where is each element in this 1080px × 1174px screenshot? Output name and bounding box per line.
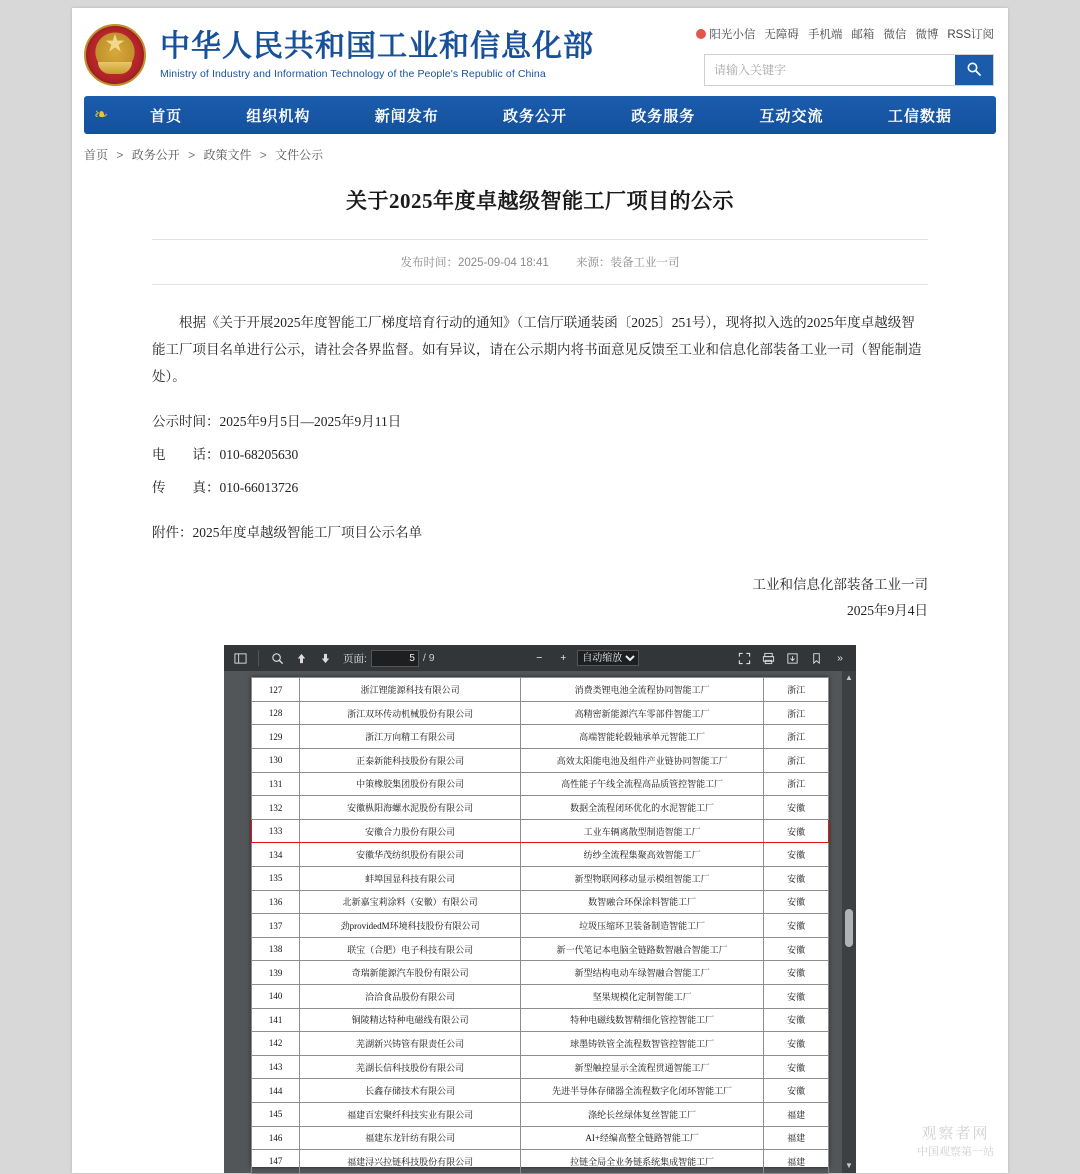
sidebar-toggle-icon[interactable]	[230, 648, 250, 668]
cell-project: 工业车辆离散型制造智能工厂	[520, 819, 763, 843]
cell-province: 福建	[764, 1126, 829, 1150]
scroll-down-icon[interactable]: ▼	[845, 1161, 853, 1171]
watermark	[917, 1125, 994, 1159]
cell-project: 新型物联网移动显示模组智能工厂	[520, 867, 763, 891]
toolbar-divider	[258, 650, 259, 666]
cell-company: 正泰新能科技股份有限公司	[300, 749, 521, 773]
search-icon	[966, 61, 982, 77]
cell-company: 安徽枞阳海螺水泥股份有限公司	[300, 796, 521, 820]
table-row	[252, 725, 829, 749]
cell-province: 安徽	[764, 843, 829, 867]
cell-company: 福建百宏聚纤科技实业有限公司	[300, 1102, 521, 1126]
article	[152, 185, 928, 623]
page-number-input[interactable]	[371, 650, 419, 667]
cell-index: 137	[252, 914, 300, 938]
article-paragraph-1: 根据《关于开展2025年度智能工厂梯度培育行动的通知》（工信厅联通装函〔2025〕251号），现将拟入选的2025年度卓越级智能工厂项目名单进行公示，请社会各界监督。如有异议，请在公示期内将书面意见反馈至工业和信息化部装备工业一司（智能制造处）。	[152, 315, 922, 384]
cell-company: 长鑫存储技术有限公司	[300, 1079, 521, 1103]
cell-index: 130	[252, 749, 300, 773]
nav-item-interaction[interactable]: 互动交流	[759, 107, 824, 125]
arrow-down-icon	[319, 652, 332, 665]
search-input[interactable]	[705, 55, 955, 85]
cell-project: 纺纱全流程集聚高效智能工厂	[520, 843, 763, 867]
factory-list-table	[251, 677, 829, 1173]
breadcrumb-item-home[interactable]: 首页	[84, 148, 109, 162]
cell-project: 数据全流程闭环优化的水泥智能工厂	[520, 796, 763, 820]
site-header	[72, 8, 1008, 96]
cell-index: 140	[252, 985, 300, 1009]
table-row	[252, 1102, 829, 1126]
table-row	[252, 890, 829, 914]
pdf-scrollbar[interactable]	[842, 671, 856, 1173]
more-tools-button[interactable]: »	[837, 652, 843, 665]
quicklink-label: 阳光小信	[709, 29, 756, 41]
cell-province: 浙江	[764, 701, 829, 725]
cell-company: 芜湖长信科技股份有限公司	[300, 1055, 521, 1079]
cell-project: 高精密新能源汽车零部件智能工厂	[520, 701, 763, 725]
table-row	[252, 1079, 829, 1103]
cell-project: 新型结构电动车绿智融合智能工厂	[520, 961, 763, 985]
cell-province: 安徽	[764, 1008, 829, 1032]
search-icon	[271, 652, 284, 665]
search-bar	[704, 54, 994, 86]
breadcrumb	[84, 146, 996, 163]
cell-province: 安徽	[764, 937, 829, 961]
cell-company: 北新嘉宝莉涂料（安徽）有限公司	[300, 890, 521, 914]
cell-project: 新一代笔记本电脑全链路数智融合智能工厂	[520, 937, 763, 961]
cell-company: 奇瑞新能源汽车股份有限公司	[300, 961, 521, 985]
notice-period: 公示时间：2025年9月5日—2025年9月11日	[152, 414, 402, 429]
cell-project: 垃圾压缩环卫装备制造智能工厂	[520, 914, 763, 938]
table-row	[252, 772, 829, 796]
breadcrumb-sep: >	[259, 148, 267, 162]
nav-item-government-services[interactable]: 政务服务	[631, 107, 696, 125]
cell-province: 安徽	[764, 1032, 829, 1056]
nav-item-organization[interactable]: 组织机构	[246, 107, 311, 125]
cell-index: 141	[252, 1008, 300, 1032]
table-row	[252, 1150, 829, 1174]
cell-province: 浙江	[764, 678, 829, 702]
cell-province: 福建	[764, 1102, 829, 1126]
publish-time: 发布时间：2025-09-04 18:41	[400, 257, 549, 269]
nav-item-news[interactable]: 新闻发布	[374, 107, 439, 125]
notice-fax: 传 真：010-66013726	[152, 480, 299, 495]
table-row	[252, 1055, 829, 1079]
cell-province: 安徽	[764, 914, 829, 938]
pdf-page-content	[251, 677, 829, 1167]
signature-date: 2025年9月4日	[847, 602, 928, 618]
cell-province: 安徽	[764, 867, 829, 891]
watermark-sub: 中国观察第一站	[917, 1145, 994, 1158]
cell-company: 劲providedM环境科技股份有限公司	[300, 914, 521, 938]
cell-project: 拉链全局全业务链系统集成智能工厂	[520, 1150, 763, 1174]
site-logo[interactable]	[84, 24, 594, 86]
download-icon[interactable]	[782, 648, 802, 668]
cell-province: 浙江	[764, 725, 829, 749]
cell-project: 消费类锂电池全流程协同智能工厂	[520, 678, 763, 702]
cell-index: 147	[252, 1150, 300, 1174]
cell-project: 涤纶长丝绿体复丝智能工厂	[520, 1102, 763, 1126]
zoom-out-button[interactable]: −	[536, 652, 543, 665]
bookmark-icon[interactable]	[806, 648, 826, 668]
cell-index: 143	[252, 1055, 300, 1079]
cell-company: 芜湖新兴铸管有限责任公司	[300, 1032, 521, 1056]
nav-logo-icon: ❧	[93, 105, 109, 124]
page-total: / 9	[422, 652, 435, 665]
cell-project: AI+经编高整全链路智能工厂	[520, 1126, 763, 1150]
article-source: 来源：装备工业一司	[576, 257, 680, 269]
table-row	[252, 937, 829, 961]
cell-province: 安徽	[764, 961, 829, 985]
cell-province: 安徽	[764, 1055, 829, 1079]
table-row	[252, 796, 829, 820]
quicklink-weibo[interactable]: 微博	[915, 29, 939, 41]
cell-index: 128	[252, 701, 300, 725]
cell-index: 144	[252, 1079, 300, 1103]
sidebar-icon	[234, 652, 247, 665]
zoom-select[interactable]	[577, 650, 639, 666]
article-signature	[152, 572, 928, 623]
table-row	[252, 843, 829, 867]
breadcrumb-sep: >	[116, 148, 124, 162]
site-title-en: Ministry of Industry and Information Technology of the People's Republic of China	[160, 67, 546, 80]
breadcrumb-item-disclosure[interactable]: 政务公开	[131, 148, 180, 162]
cell-project: 球墨铸铁管全流程数智管控智能工厂	[520, 1032, 763, 1056]
table-row	[252, 985, 829, 1009]
find-icon[interactable]	[267, 648, 287, 668]
cell-project: 高端智能轮毂轴承单元智能工厂	[520, 725, 763, 749]
cell-company: 浙江双环传动机械股份有限公司	[300, 701, 521, 725]
cell-project: 数智融合环保涂料智能工厂	[520, 890, 763, 914]
next-page-icon[interactable]	[315, 648, 335, 668]
page-title: 关于2025年度卓越级智能工厂项目的公示	[152, 185, 928, 240]
pdf-viewer	[224, 645, 856, 1173]
table-row	[252, 1126, 829, 1150]
quicklink-mobile[interactable]: 手机端	[807, 29, 843, 41]
previous-page-icon[interactable]	[291, 648, 311, 668]
page-label: 页面:	[343, 652, 367, 665]
table-row	[252, 867, 829, 891]
cell-index: 136	[252, 890, 300, 914]
bookmark-icon	[810, 652, 823, 665]
cell-province: 浙江	[764, 749, 829, 773]
cell-province: 安徽	[764, 796, 829, 820]
cell-index: 142	[252, 1032, 300, 1056]
cell-company: 安徽华茂纺织股份有限公司	[300, 843, 521, 867]
website-container	[72, 8, 1008, 1173]
cell-index: 129	[252, 725, 300, 749]
cell-company: 洽洽食品股份有限公司	[300, 985, 521, 1009]
quicklink-sunshine[interactable]	[696, 26, 755, 42]
quicklink-rss[interactable]: RSS订阅	[947, 29, 994, 41]
table-row	[252, 1032, 829, 1056]
sun-icon	[696, 29, 706, 39]
cell-company: 浙江锂能源科技有限公司	[300, 678, 521, 702]
cell-index: 134	[252, 843, 300, 867]
expand-icon	[738, 652, 751, 665]
signature-org: 工业和信息化部装备工业一司	[752, 577, 928, 592]
main-nav	[84, 96, 996, 134]
cell-project: 先进半导体存储器全流程数字化闭环智能工厂	[520, 1079, 763, 1103]
cell-company: 福建东龙针纺有限公司	[300, 1126, 521, 1150]
scrollbar-thumb[interactable]	[845, 909, 853, 947]
cell-province: 安徽	[764, 890, 829, 914]
cell-project: 新型触控显示全流程贯通智能工厂	[520, 1055, 763, 1079]
nav-items	[118, 105, 996, 126]
nav-item-government-disclosure[interactable]: 政务公开	[502, 107, 567, 125]
cell-company: 蚌埠国显科技有限公司	[300, 867, 521, 891]
scroll-up-icon[interactable]: ▲	[845, 673, 853, 683]
print-icon[interactable]	[758, 648, 778, 668]
breadcrumb-sep: >	[188, 148, 196, 162]
article-meta	[152, 240, 928, 285]
table-row	[252, 1008, 829, 1032]
header-right	[704, 26, 994, 86]
cell-province: 安徽	[764, 1079, 829, 1103]
printer-icon	[762, 652, 775, 665]
cell-index: 138	[252, 937, 300, 961]
cell-company: 浙江万向精工有限公司	[300, 725, 521, 749]
cell-province: 安徽	[764, 985, 829, 1009]
cell-company: 铜陵精达特种电磁线有限公司	[300, 1008, 521, 1032]
cell-project: 特种电磁线数智精细化管控智能工厂	[520, 1008, 763, 1032]
pdf-body	[224, 671, 856, 1173]
nav-item-home[interactable]: 首页	[150, 107, 183, 125]
cell-index: 135	[252, 867, 300, 891]
site-title-block	[160, 30, 594, 80]
arrow-up-icon	[295, 652, 308, 665]
zoom-in-button[interactable]: +	[560, 652, 567, 665]
table-row	[252, 914, 829, 938]
quicklink-mail[interactable]: 邮箱	[851, 29, 875, 41]
cell-province: 安徽	[764, 819, 829, 843]
notice-tel: 电 话：010-68205630	[152, 447, 299, 462]
nav-item-data[interactable]: 工信数据	[887, 107, 952, 125]
cell-project: 高性能子午线全流程高品质管控智能工厂	[520, 772, 763, 796]
breadcrumb-item-notice[interactable]: 文件公示	[275, 148, 324, 162]
cell-index: 133	[252, 819, 300, 843]
quicklink-wechat[interactable]: 微信	[883, 29, 907, 41]
table-row	[252, 701, 829, 725]
cell-company: 安徽合力股份有限公司	[300, 819, 521, 843]
pdf-toolbar	[224, 645, 856, 671]
cell-index: 132	[252, 796, 300, 820]
cell-index: 127	[252, 678, 300, 702]
cell-company: 联宝（合肥）电子科技有限公司	[300, 937, 521, 961]
save-icon	[786, 652, 799, 665]
breadcrumb-item-policy[interactable]: 政策文件	[203, 148, 252, 162]
national-emblem-icon	[84, 24, 146, 86]
cell-index: 145	[252, 1102, 300, 1126]
cell-project: 高效太阳能电池及组件产业链协同智能工厂	[520, 749, 763, 773]
factory-list-body	[252, 678, 829, 1173]
table-row	[252, 749, 829, 773]
cell-index: 131	[252, 772, 300, 796]
cell-company: 福建浔兴拉链科技股份有限公司	[300, 1150, 521, 1174]
cell-index: 139	[252, 961, 300, 985]
cell-province: 福建	[764, 1150, 829, 1174]
search-button[interactable]	[955, 55, 993, 85]
presentation-mode-icon[interactable]	[734, 648, 754, 668]
watermark-main: 观察者网	[921, 1126, 990, 1143]
cell-company: 中策橡胶集团股份有限公司	[300, 772, 521, 796]
cell-province: 浙江	[764, 772, 829, 796]
table-row-highlighted	[252, 819, 829, 843]
attachment-line[interactable]: 附件：2025年度卓越级智能工厂项目公示名单	[152, 525, 422, 540]
quicklink-accessibility[interactable]: 无障碍	[764, 29, 799, 41]
site-title-cn: 中华人民共和国工业和信息化部	[160, 30, 594, 64]
quick-links	[704, 26, 994, 42]
cell-project: 坚果规模化定制智能工厂	[520, 985, 763, 1009]
cell-index: 146	[252, 1126, 300, 1150]
table-row	[252, 961, 829, 985]
article-body	[152, 309, 928, 546]
table-row	[252, 678, 829, 702]
